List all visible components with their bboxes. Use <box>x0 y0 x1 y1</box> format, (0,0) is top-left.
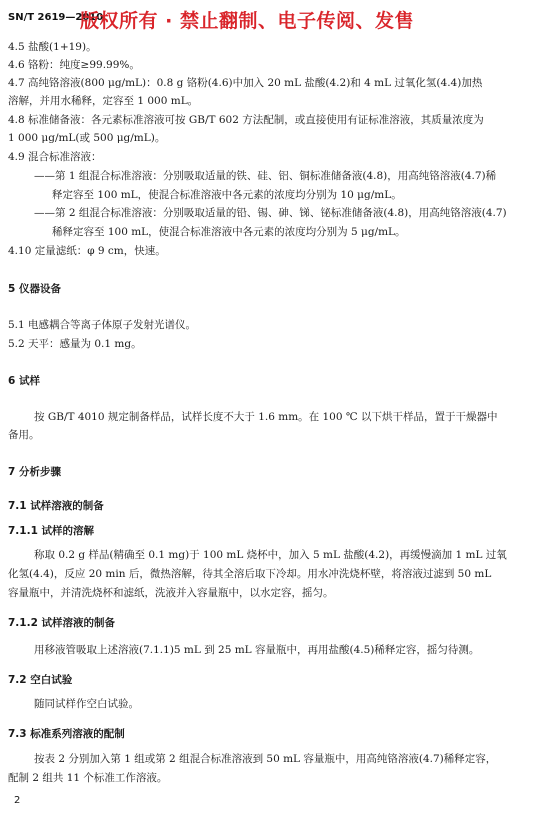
clause-4-9-group2-cont: 稀释定容至 100 mL，使混合标准溶液中各元素的浓度均分别为 5 μg/mL。 <box>52 226 406 238</box>
section-7-2-heading: 7.2 空白试验 <box>8 674 73 686</box>
clause-5-2: 5.2 天平：感量为 0.1 mg。 <box>8 338 142 350</box>
clause-7-1-2-text: 用移液管吸取上述溶液(7.1.1)5 mL 到 25 mL 容量瓶中，再用盐酸(4.5)稀释定容，摇匀待测。 <box>34 644 480 656</box>
clause-4-9-group1-cont: 释定容至 100 mL，使混合标准溶液中各元素的浓度均分别为 10 μg/mL。 <box>52 189 402 201</box>
clause-4-9-group2: ——第 2 组混合标准溶液：分别吸取适量的铅、锡、砷、锑、铋标准储备液(4.8)，用高纯铬溶液(4.7) <box>34 207 507 219</box>
section-7-heading: 7 分析步骤 <box>8 466 61 478</box>
section-7-1-heading: 7.1 试样溶液的制备 <box>8 500 104 512</box>
page-number: 2 <box>14 795 21 806</box>
clause-4-5: 4.5 盐酸(1+19)。 <box>8 41 97 53</box>
section-6-paragraph: 按 GB/T 4010 规定制备样品，试样长度不大于 1.6 mm。在 100 ℃ 以下烘干样品，置于干燥器中 <box>34 411 498 423</box>
section-6-heading: 6 试样 <box>8 375 40 387</box>
section-7-1-2-heading: 7.1.2 试样溶液的制备 <box>8 617 116 629</box>
clause-4-9: 4.9 混合标准溶液： <box>8 151 102 163</box>
copyright-watermark: 版权所有 · 禁止翻制、电子传阅、发售 <box>80 10 414 32</box>
clause-4-7: 4.7 高纯铬溶液(800 μg/mL)：0.8 g 铬粉(4.6)中加入 20 mL 盐酸(4.2)和 4 mL 过氧化氢(4.4)加热 <box>8 77 483 89</box>
clause-7-1-1-text-cont1: 化氢(4.4)，反应 20 min 后，微热溶解，待其全溶后取下冷却。用水冲洗烧杯壁，将溶液过滤到 50 mL <box>8 568 492 580</box>
clause-4-6: 4.6 铬粉：纯度≥99.99%。 <box>8 59 140 71</box>
clause-4-9-group1: ——第 1 组混合标准溶液：分别吸取适量的铁、硅、铝、铜标准储备液(4.8)，用高纯铬溶液(4.7)稀 <box>34 170 497 182</box>
clause-4-8-cont: 1 000 μg/mL(或 500 μg/mL)。 <box>8 132 166 144</box>
clause-7-3-text-cont: 配制 2 组共 11 个标准工作溶液。 <box>8 772 168 784</box>
clause-4-10: 4.10 定量滤纸：φ 9 cm，快速。 <box>8 245 166 257</box>
clause-7-3-text: 按表 2 分别加入第 1 组或第 2 组混合标准溶液到 50 mL 容量瓶中，用高纯铬溶液(4.7)稀释定容， <box>34 753 497 765</box>
clause-4-8: 4.8 标准储备液：各元素标准溶液可按 GB/T 602 方法配制，或直接使用有证标准溶液，其质量浓度为 <box>8 114 484 126</box>
clause-7-1-1-text: 称取 0.2 g 样品(精确至 0.1 mg)于 100 mL 烧杯中，加入 5 mL 盐酸(4.2)，再缓慢滴加 1 mL 过氧 <box>34 549 507 561</box>
section-7-1-1-heading: 7.1.1 试样的溶解 <box>8 525 95 537</box>
clause-7-2-text: 随同试样作空白试验。 <box>34 698 139 710</box>
section-5-heading: 5 仪器设备 <box>8 283 61 295</box>
standard-code: SN/T 2619—2010 <box>8 12 104 23</box>
clause-5-1: 5.1 电感耦合等离子体原子发射光谱仪。 <box>8 319 197 331</box>
clause-7-1-1-text-cont2: 容量瓶中，并清洗烧杯和滤纸，洗液并入容量瓶中，以水定容，摇匀。 <box>8 587 334 599</box>
clause-4-7-cont: 溶解，并用水稀释，定容至 1 000 mL。 <box>8 95 199 107</box>
section-7-3-heading: 7.3 标准系列溶液的配制 <box>8 728 125 740</box>
section-6-paragraph-cont: 备用。 <box>8 429 40 441</box>
